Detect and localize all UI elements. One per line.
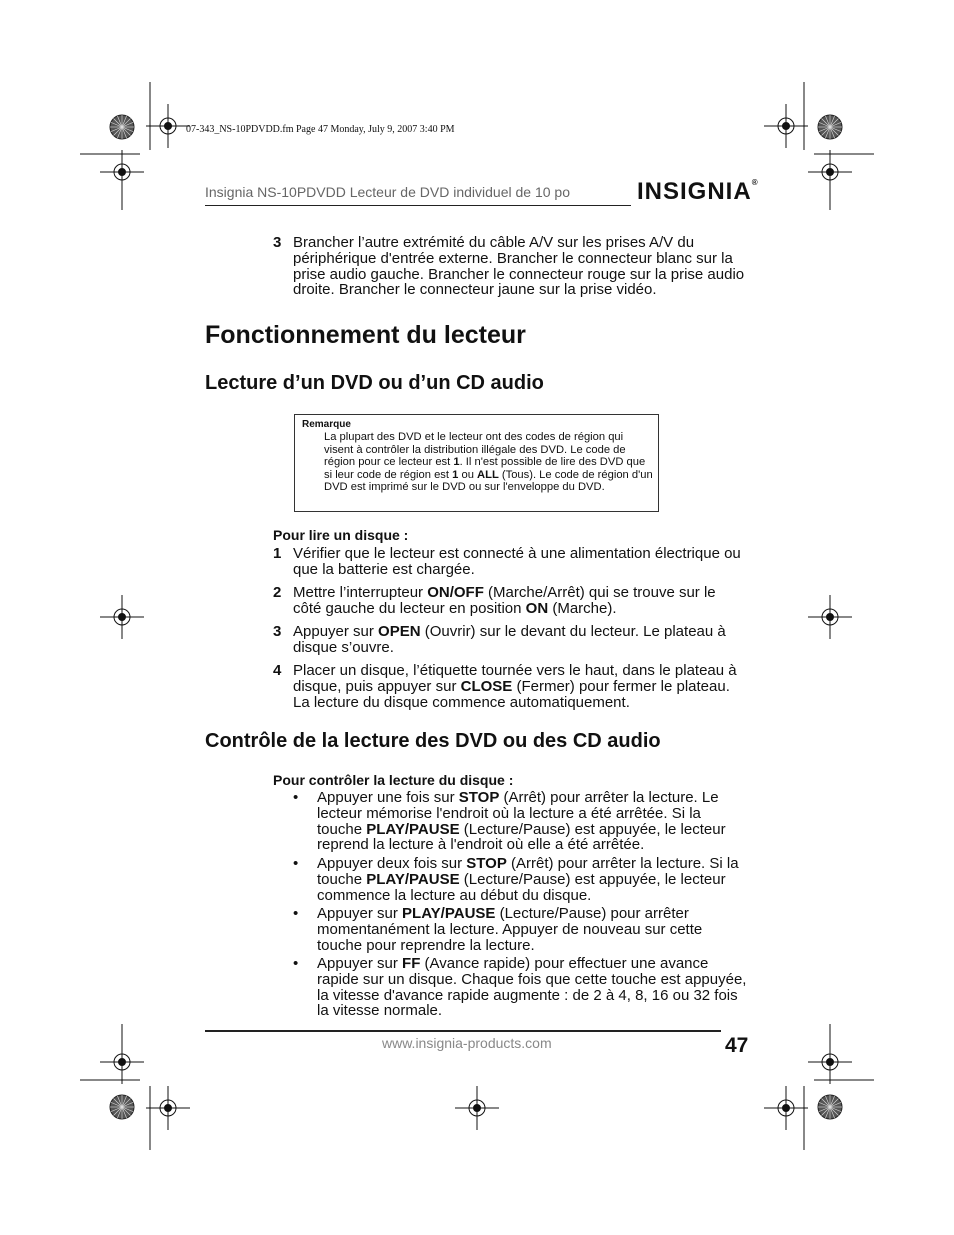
- bullet-marker: •: [293, 855, 299, 872]
- play-subheading: Pour lire un disque :: [273, 527, 409, 543]
- step-text: Brancher l’autre extrémité du câble A/V sur les prises A/V du périphérique d'entrée externe. Brancher le connecteur blanc sur la prise audio gauche. Brancher le connecteur rouge sur la prise audio droite. Brancher le connecteur jaune sur la prise vidéo.: [293, 234, 745, 299]
- play-step-1: [273, 546, 745, 578]
- running-header-title: Insignia NS-10PDVDD Lecteur de DVD individuel de 10 po: [205, 184, 570, 200]
- step-text: Mettre l’interrupteur ON/OFF (Marche/Arrêt) qui se trouve sur le côté gauche du lecteur en position ON (Marche).: [293, 584, 716, 617]
- bullet-text: Appuyer une fois sur STOP (Arrêt) pour arrêter la lecture. Le lecteur mémorise l'endroit où la lecture a été arrêtée. Si la touche PLAY/PAUSE (Lecture/Pause) est appuyée, le lecteur reprend la lecture à l'endroit où elle a été arrêtée.: [317, 789, 726, 854]
- play-step-2: [273, 585, 745, 617]
- bullet-text: Appuyer sur PLAY/PAUSE (Lecture/Pause) pour arrêter momentanément la lecture. Appuyer de nouveau sur cette touche pour reprendre la lecture.: [317, 905, 703, 954]
- logo-text: INSIGNIA: [637, 178, 752, 205]
- control-bullet-4: [293, 956, 747, 1019]
- step-text: Vérifier que le lecteur est connecté à une alimentation électrique ou que la batterie est chargée.: [293, 545, 741, 578]
- section-title: Fonctionnement du lecteur: [205, 321, 526, 349]
- registered-mark: ®: [751, 178, 759, 187]
- note-text: La plupart des DVD et le lecteur ont des codes de région qui visent à contrôler la distribution illégale des DVD. Le code de région pour ce lecteur est 1. Il n'est possible de lire des DVD que si leur code de région est 1 ou ALL (Tous). Le code de région d'un DVD est imprimé sur le DVD ou sur l'enveloppe du DVD.: [324, 431, 653, 494]
- note-title: Remarque: [302, 419, 351, 430]
- bullet-marker: •: [293, 955, 299, 972]
- step-text: Appuyer sur OPEN (Ouvrir) sur le devant du lecteur. Le plateau à disque s’ouvre.: [293, 623, 726, 656]
- bullet-marker: •: [293, 789, 299, 806]
- footer-rule: [205, 1030, 721, 1032]
- page-number: 47: [725, 1034, 749, 1057]
- bullet-marker: •: [293, 905, 299, 922]
- bullet-text: Appuyer sur FF (Avance rapide) pour effectuer une avance rapide sur un disque. Chaque fois que cette touche est appuyée, la vitesse d'avance rapide augmente : de 2 à 4, 8, 16 ou 32 fois la vitesse normale.: [317, 955, 747, 1020]
- control-subheading: Pour contrôler la lecture du disque :: [273, 772, 514, 788]
- note-box: [294, 414, 659, 512]
- header-rule: [205, 205, 631, 206]
- file-slug: 07-343_NS-10PDVDD.fm Page 47 Monday, July 9, 2007 3:40 PM: [186, 124, 455, 135]
- control-heading: Contrôle de la lecture des DVD ou des CD audio: [205, 730, 661, 752]
- footer-website: www.insignia-products.com: [382, 1035, 552, 1051]
- intro-step: [273, 235, 745, 298]
- insignia-logo: [637, 178, 759, 206]
- control-bullet-1: [293, 790, 747, 853]
- control-bullet-2: [293, 856, 747, 903]
- step-number: 2: [273, 584, 282, 601]
- play-step-4: [273, 663, 745, 710]
- control-bullet-3: [293, 906, 747, 953]
- step-number: 4: [273, 662, 282, 679]
- step-number: 3: [273, 623, 282, 640]
- step-number: 3: [273, 234, 282, 251]
- bullet-text: Appuyer deux fois sur STOP (Arrêt) pour arrêter la lecture. Si la touche PLAY/PAUSE (Lecture/Pause) est appuyée, le lecteur commence la lecture au début du disque.: [317, 855, 739, 904]
- play-heading: Lecture d’un DVD ou d’un CD audio: [205, 372, 544, 394]
- step-text: Placer un disque, l’étiquette tournée vers le haut, dans le plateau à disque, puis appuyer sur CLOSE (Fermer) pour fermer le plateau. La lecture du disque commence automatiquement.: [293, 662, 737, 711]
- step-number: 1: [273, 545, 282, 562]
- play-step-3: [273, 624, 745, 656]
